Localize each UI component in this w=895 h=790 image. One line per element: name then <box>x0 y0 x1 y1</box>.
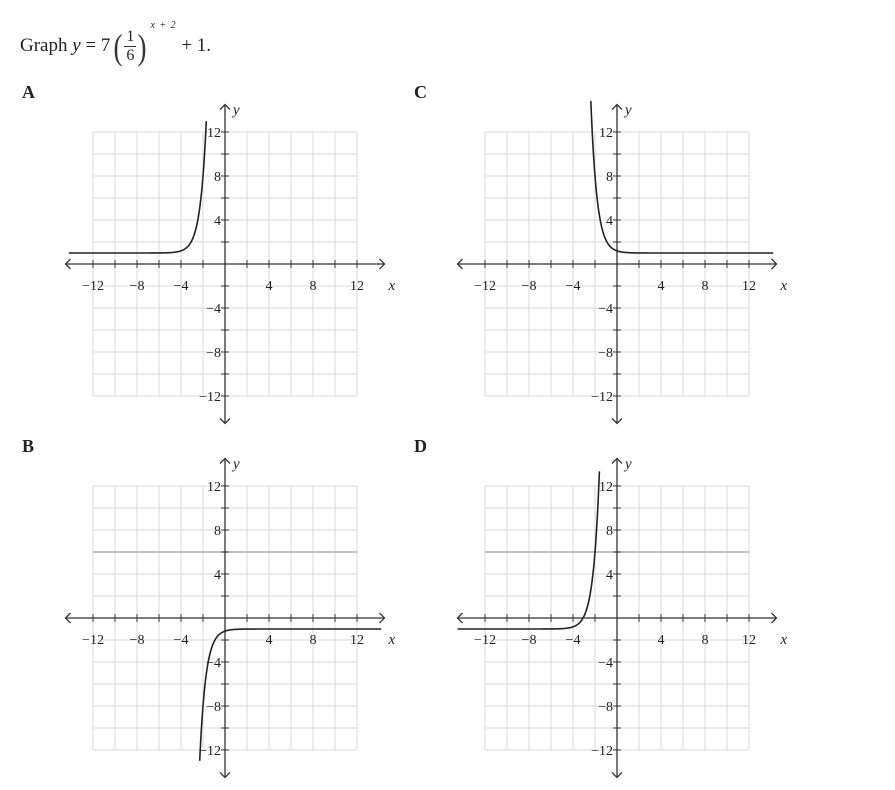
y-tick-label: −4 <box>598 302 613 317</box>
x-tick-label: 4 <box>265 633 273 648</box>
x-tick-label: −4 <box>173 279 189 294</box>
y-tick-label: −8 <box>598 700 613 715</box>
x-tick-label: −8 <box>129 633 145 648</box>
x-axis-label: x <box>780 632 788 648</box>
y-tick-label: −4 <box>598 656 613 671</box>
y-tick-label: 12 <box>599 480 613 495</box>
fraction-denominator: 6 <box>126 47 135 64</box>
x-tick-label: 12 <box>350 633 364 648</box>
question-exponent: x + 2 <box>150 20 177 31</box>
y-tick-label: −8 <box>598 346 613 361</box>
y-tick-label: −12 <box>591 744 613 759</box>
y-tick-label: −8 <box>206 700 221 715</box>
y-tick-label: 8 <box>606 170 613 185</box>
y-tick-label: −8 <box>206 346 221 361</box>
question-y-var: y <box>72 34 81 56</box>
x-tick-label: −12 <box>82 633 104 648</box>
x-tick-label: −12 <box>474 279 496 294</box>
y-tick-label: 12 <box>599 126 613 141</box>
y-axis-label: y <box>233 456 240 473</box>
y-tick-label: 8 <box>606 524 613 539</box>
x-tick-label: −8 <box>521 279 537 294</box>
y-tick-label: 12 <box>207 480 221 495</box>
y-tick-label: 12 <box>207 126 221 141</box>
y-axis-label: y <box>625 102 632 119</box>
y-tick-label: 4 <box>214 214 221 229</box>
x-tick-label: −8 <box>521 633 537 648</box>
y-tick-label: 4 <box>606 214 613 229</box>
x-tick-label: 12 <box>742 633 756 648</box>
option-label-a: A <box>22 82 35 102</box>
question-prefix: Graph <box>20 34 73 56</box>
y-tick-label: 4 <box>214 568 221 583</box>
y-tick-label: −12 <box>199 390 221 405</box>
option-label-b: B <box>22 436 35 456</box>
y-axis-label: y <box>625 456 632 473</box>
y-tick-label: −4 <box>206 302 221 317</box>
y-tick-label: −4 <box>206 656 221 671</box>
x-tick-label: 4 <box>657 633 665 648</box>
question-fraction: ( $\frac{1}{6}$ ) <box>113 26 147 67</box>
y-tick-label: 8 <box>214 170 221 185</box>
option-label-c: C <box>414 82 427 102</box>
function-curve <box>458 471 600 629</box>
question-suffix: + 1. <box>176 34 212 56</box>
x-tick-label: 4 <box>657 279 665 294</box>
y-tick-label: 8 <box>214 524 221 539</box>
y-tick-label: −12 <box>199 744 221 759</box>
x-tick-label: 8 <box>701 633 709 648</box>
x-tick-label: 8 <box>309 279 317 294</box>
x-tick-label: −4 <box>173 633 189 648</box>
x-axis-label: x <box>388 632 396 648</box>
x-tick-label: 4 <box>265 279 273 294</box>
question-equals: = 7 <box>80 34 111 56</box>
x-axis-label: x <box>388 278 396 294</box>
y-tick-label: 4 <box>606 568 613 583</box>
x-tick-label: 12 <box>742 279 756 294</box>
option-label-d: D <box>414 436 427 456</box>
x-tick-label: −4 <box>565 633 581 648</box>
x-tick-label: −8 <box>129 279 145 294</box>
x-tick-label: −12 <box>82 279 104 294</box>
x-axis-label: x <box>780 278 788 294</box>
x-tick-label: 12 <box>350 279 364 294</box>
x-tick-label: 8 <box>701 279 709 294</box>
x-tick-label: −12 <box>474 633 496 648</box>
y-tick-label: −12 <box>591 390 613 405</box>
y-axis-label: y <box>233 102 240 119</box>
x-tick-label: 8 <box>309 633 317 648</box>
fraction-numerator: 1 <box>126 28 135 45</box>
x-tick-label: −4 <box>565 279 581 294</box>
